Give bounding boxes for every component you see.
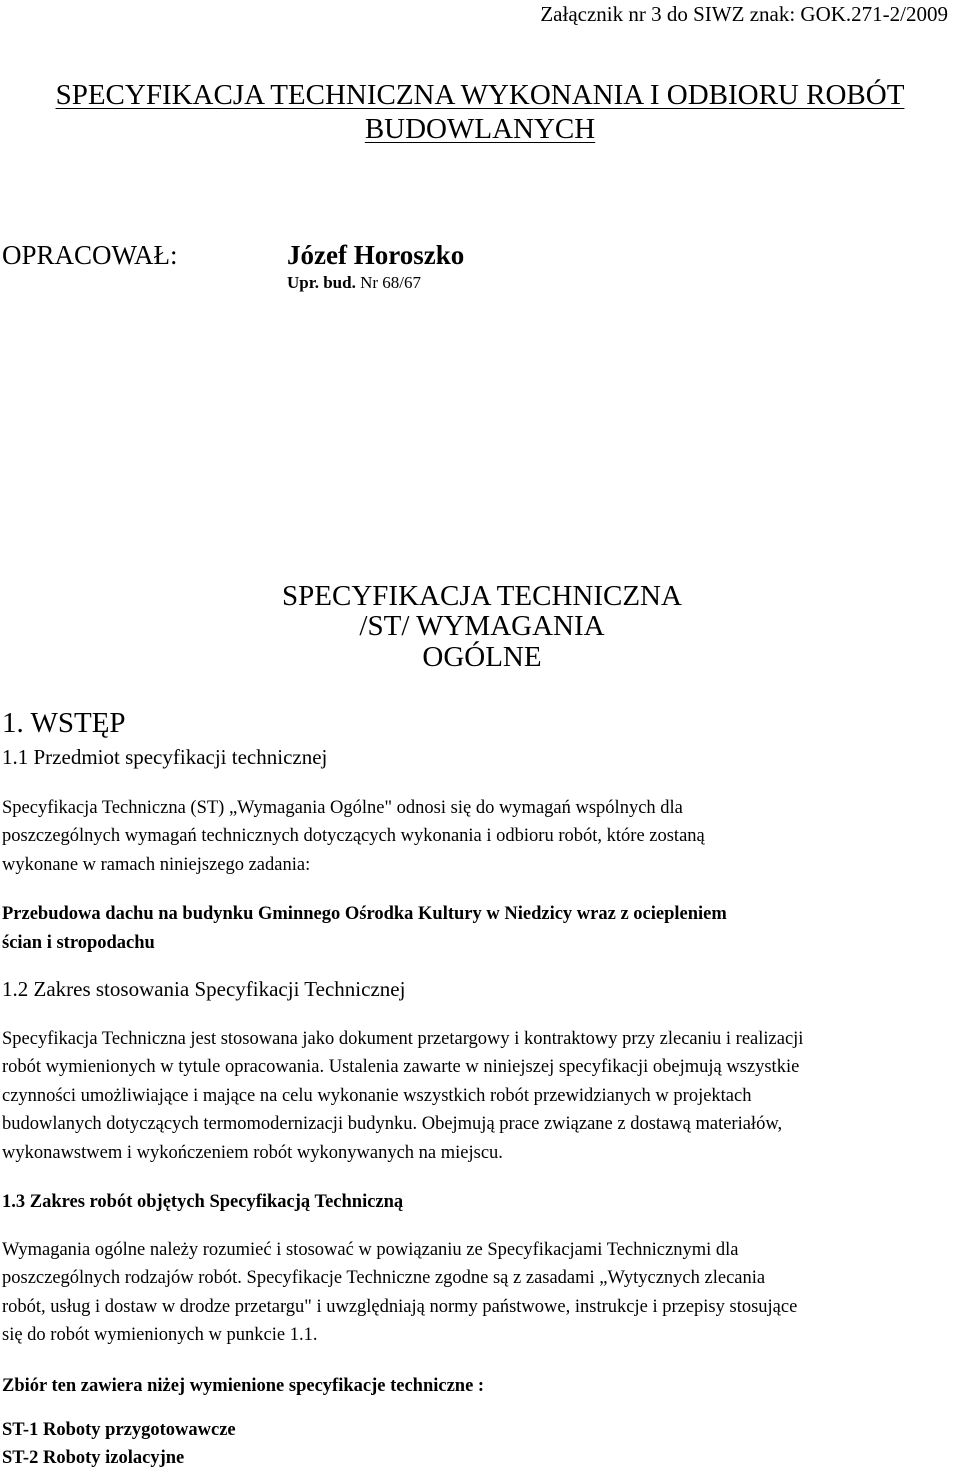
spec-list-item: ST-2 Roboty izolacyjne	[2, 1448, 185, 1468]
license-prefix: Upr. bud.	[287, 273, 356, 292]
author-name: Józef Horoszko	[287, 240, 465, 270]
spec-list-item: ST-1 Roboty przygotowawcze	[2, 1420, 236, 1440]
main-title-line-1: SPECYFIKACJA TECHNICZNA WYKONANIA I ODBIORU ROBÓT	[55, 79, 905, 111]
section-1-1-line: Specyfikacja Techniczna (ST) „Wymagania Ogólne" odnosi się do wymagań wspólnych dla	[2, 798, 683, 818]
collection-heading: Zbiór ten zawiera niżej wymienione specyfikacje techniczne :	[2, 1376, 485, 1396]
annex-reference: Załącznik nr 3 do SIWZ znak: GOK.271-2/2009	[540, 2, 948, 26]
section-1-3-line: robót, usług i dostaw w drodze przetargu" i uwzględniają normy państwowe, instrukcje i przepisy stosujące	[2, 1297, 798, 1317]
section-1-2-line: robót wymienionych w tytule opracowania. Ustalenia zawarte w niniejszej specyfikacji obejmują wszystkie	[2, 1057, 800, 1077]
section-1-1-heading: 1.1 Przedmiot specyfikacji technicznej	[2, 745, 328, 769]
project-name-line: Przebudowa dachu na budynku Gminnego Ośrodka Kultury w Niedzicy wraz z ociepleniem	[2, 904, 727, 924]
spec-title-line-2: /ST/ WYMAGANIA	[359, 610, 605, 642]
section-1-heading: 1. WSTĘP	[2, 707, 126, 739]
section-1-3-line: Wymagania ogólne należy rozumieć i stosować w powiązaniu ze Specyfikacjami Technicznymi dla	[2, 1240, 739, 1260]
spec-title-line-1: SPECYFIKACJA TECHNICZNA	[282, 580, 682, 612]
section-1-3-line: się do robót wymienionych w punkcie 1.1.	[2, 1325, 318, 1345]
license-number: Nr 68/67	[355, 273, 422, 292]
section-1-2-line: budowlanych dotyczących termomodernizacji budynku. Obejmują prace związane z dostawą materiałów,	[2, 1114, 783, 1134]
section-1-1-line: poszczególnych wymagań technicznych dotyczących wykonania i odbioru robót, które zostaną	[2, 826, 705, 846]
spec-title-line-3: OGÓLNE	[422, 641, 542, 673]
section-1-2-line: czynności umożliwiające i mające na celu wykonanie wszystkich robót przewidzianych w projektach	[2, 1086, 752, 1106]
section-1-2-line: Specyfikacja Techniczna jest stosowana jako dokument przetargowy i kontraktowy przy zlecaniu i realizacji	[2, 1029, 804, 1049]
author-license	[287, 273, 421, 293]
section-1-2-line: wykonawstwem i wykończeniem robót wykonywanych na miejscu.	[2, 1143, 503, 1163]
section-1-3-line: poszczególnych rodzajów robót. Specyfikacje Techniczne zgodne są z zasadami „Wytycznych zlecania	[2, 1268, 766, 1288]
section-1-3-heading: 1.3 Zakres robót objętych Specyfikacją Techniczną	[2, 1192, 404, 1212]
project-name-line: ścian i stropodachu	[2, 933, 155, 953]
main-title-line-2: BUDOWLANYCH	[364, 113, 596, 145]
section-1-2-heading: 1.2 Zakres stosowania Specyfikacji Technicznej	[2, 977, 406, 1001]
prepared-by-label: OPRACOWAŁ:	[2, 240, 178, 270]
section-1-1-line: wykonane w ramach niniejszego zadania:	[2, 855, 311, 875]
